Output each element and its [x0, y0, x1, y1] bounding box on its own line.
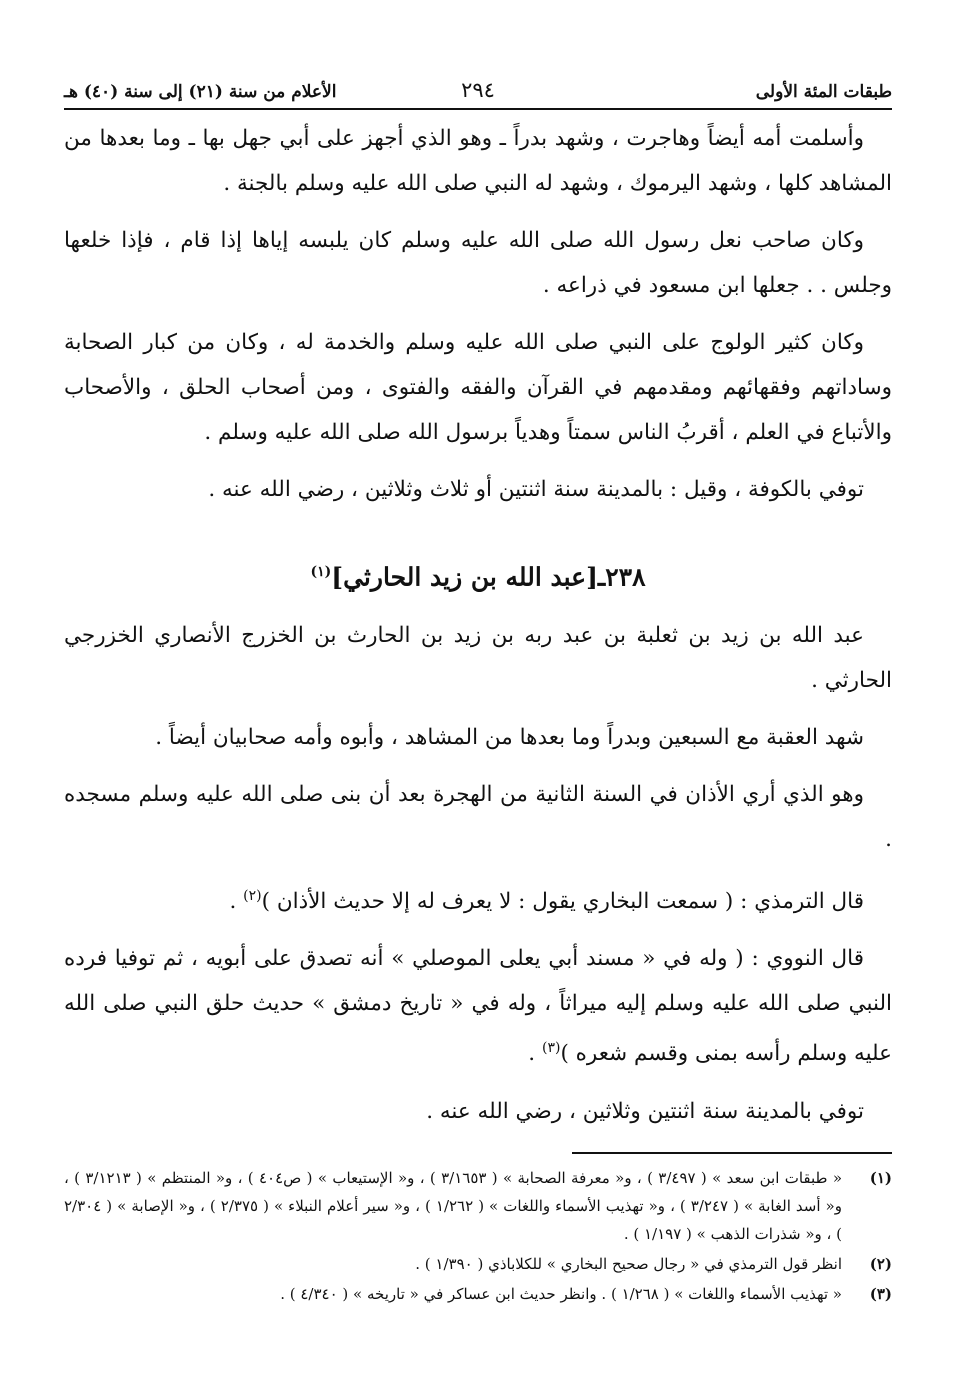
- footnote: [64, 1280, 892, 1308]
- paragraph: توفي بالكوفة ، وقيل : بالمدينة سنة اثنتين أو ثلاث وثلاثين ، رضي الله عنه .: [208, 477, 864, 502]
- paragraph: وكان صاحب نعل رسول الله صلى الله عليه وسلم كان يلبسه إياها إذا قام ، فإذا خلعها وجلس . . جعلها ابن مسعود في ذراعه .: [64, 228, 892, 298]
- footnote-number: (١): [869, 1168, 892, 1187]
- quote-tail: .: [229, 889, 244, 915]
- paragraph: وهو الذي أري الأذان في السنة الثانية من الهجرة بعد أن بنى صلى الله عليه وسلم مسجده .: [64, 782, 892, 853]
- header-book-title: طبقات المئة الأولى: [755, 82, 892, 102]
- paragraph: عبد الله بن زيد بن ثعلبة بن عبد ربه بن زيد بن الحارث بن الخزرج الأنصاري الخزرجي الحارثي .: [64, 623, 892, 694]
- paragraph: شهد العقبة مع السبعين وبدراً وما بعدها من المشاهد ، وأبوه وأمه صحابيان أيضاً .: [155, 725, 864, 751]
- footnote-ref: (٣): [541, 1040, 561, 1057]
- footnote-number: (٣): [869, 1284, 892, 1303]
- quote-text: قال الترمذي : ( سمعت البخاري يقول : لا يعرف له إلا حديث الأذان ): [261, 889, 864, 915]
- quote-paragraph: [64, 936, 892, 1076]
- running-header: [64, 78, 892, 110]
- paragraph: توفي بالمدينة سنة اثنتين وثلاثين ، رضي الله عنه .: [426, 1098, 864, 1124]
- quote-text: قال النووي : ( وله في « مسند أبي يعلى الموصلي » أنه تصدق على أبويه ، ثم توفيا فرده النبي صلى الله عليه وسلم إليه ميراثاً ، وله في « تاريخ دمشق » حديث حلق النبي صلى الله عليه وسلم رأسه بمنى وقسم شعره ): [64, 946, 892, 1067]
- footnote: [64, 1250, 892, 1278]
- footnote-text: « طبقات ابن سعد » ( ٣/٤٩٧ ) ، و« معرفة الصحابة » ( ٣/١٦٥٣ ) ، و« الإستيعاب » ( ص٤٠٤ ) ، و« المنتظم » ( ٣/١٢١٣ ) ، و« أسد الغابة » ( ٣/٢٤٧ ) ، و« تهذيب الأسماء واللغات » ( ١/٢٦٢ ) ، و« سير أعلام النبلاء » ( ٢/٣٧٥ ) ، و« الإصابة » ( ٢/٣٠٤ ) ، و« شذرات الذهب » ( ١/١٩٧ ) .: [64, 1168, 843, 1243]
- footnote-text: « تهذيب الأسماء واللغات » ( ١/٢٦٨ ) . وانظر حديث ابن عساكر في « تاريخه » ( ٤/٣٤٠ ) .: [280, 1284, 842, 1303]
- paragraph: وأسلمت أمه أيضاً وهاجرت ، وشهد بدراً ـ وهو الذي أجهز على أبي جهل بها ـ وما بعدها من المشاهد كلها ، وشهد اليرموك ، وشهد له النبي صلى الله عليه وسلم بالجنة .: [64, 126, 892, 196]
- quote-tail: .: [528, 1041, 542, 1067]
- quote-paragraph: [64, 874, 892, 924]
- page-number: ٢٩٤: [461, 78, 495, 102]
- footnote-divider: [572, 1152, 892, 1154]
- book-page: [64, 78, 892, 1310]
- footnote: [64, 1164, 892, 1248]
- entry-title: ٢٣٨ـ[عبد الله بن زيد الحارثي]: [331, 562, 646, 592]
- entry-heading: [64, 552, 892, 597]
- footnote-text: انظر قول الترمذي في « رجال صحيح البخاري » للكلاباذي ( ١/٣٩٠ ) .: [415, 1254, 842, 1273]
- paragraph: وكان كثير الولوج على النبي صلى الله عليه وسلم والخدمة له ، وكان من كبار الصحابة وساداتهم وفقهائهم ومقدمهم في القرآن والفقه والفتوى ، ومن أصحاب الحلق ، والأصحاب والأتباع في العلم ، أقربُ الناس سمتاً وهدياً برسول الله صلى الله عليه وسلم .: [64, 330, 892, 445]
- header-year-range: الأعلام من سنة (٢١) إلى سنة (٤٠) هـ: [64, 82, 337, 102]
- footnote-ref: (١): [310, 564, 332, 580]
- main-text: [64, 116, 892, 1134]
- footnote-ref: (٢): [243, 888, 262, 905]
- footnote-number: (٢): [869, 1254, 892, 1273]
- footnotes: [64, 1164, 892, 1308]
